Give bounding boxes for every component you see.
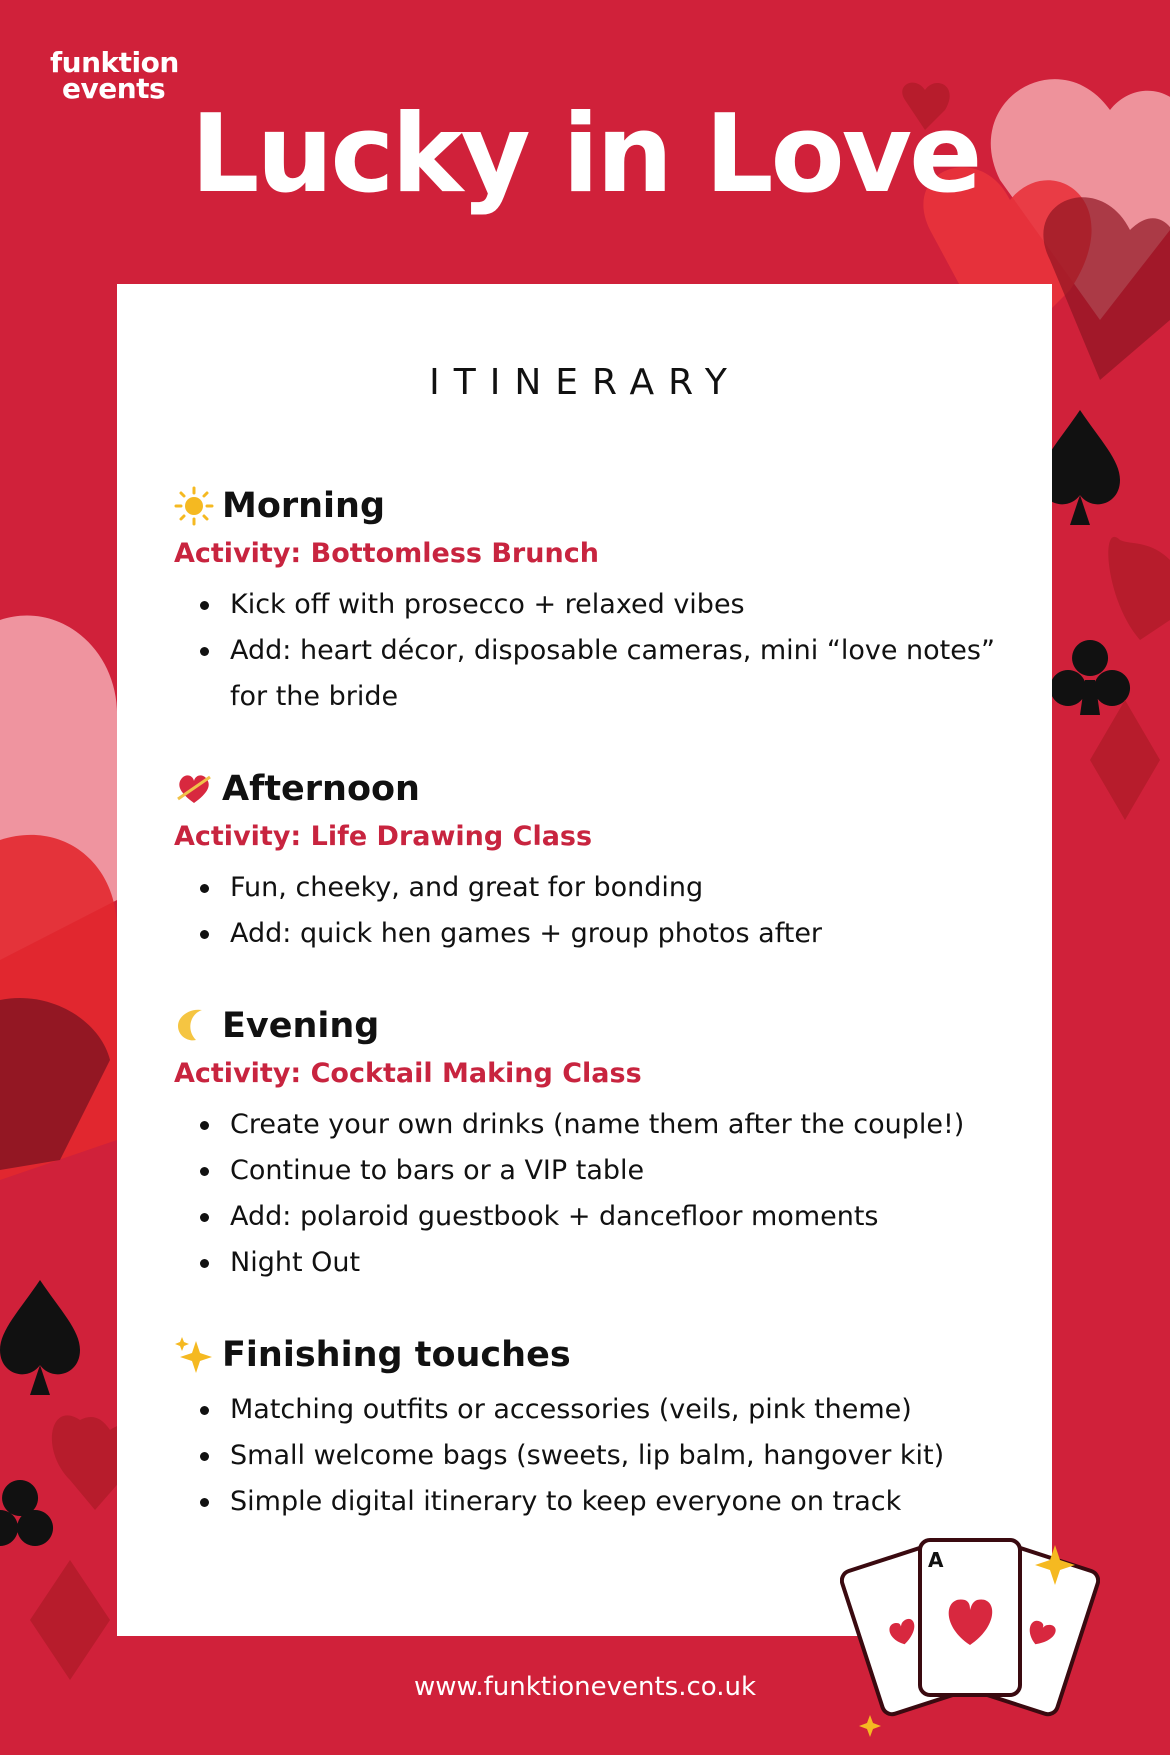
- heart-icon: [1108, 537, 1170, 640]
- list-item: Fun, cheeky, and great for bonding: [200, 865, 1024, 911]
- list-item: Small welcome bags (sweets, lip balm, hangover kit): [200, 1433, 1024, 1479]
- activity-label: Activity: Life Drawing Class: [174, 821, 593, 852]
- list-item: Simple digital itinerary to keep everyone on track: [200, 1479, 1024, 1525]
- watercolor-heart-icon: [1043, 197, 1170, 380]
- club-icon: [0, 1480, 53, 1546]
- list-item: Night Out: [200, 1240, 1024, 1286]
- section-title-text: Morning: [222, 486, 386, 526]
- section-title-text: Afternoon: [222, 769, 420, 809]
- activity-label: Activity: Cocktail Making Class: [174, 1058, 642, 1089]
- section-afternoon: [174, 765, 1024, 957]
- activity-label: Activity: Bottomless Brunch: [174, 538, 599, 569]
- list-item: Kick off with prosecco + relaxed vibes: [200, 582, 1024, 628]
- diamond-icon: [1090, 700, 1160, 820]
- brand-line-2: events: [62, 72, 166, 105]
- list-item: Add: quick hen games + group photos after: [200, 911, 1024, 957]
- spade-icon: [1040, 410, 1120, 525]
- section-title: [174, 765, 1024, 813]
- spade-icon: [0, 1280, 80, 1395]
- section-title: [174, 482, 1024, 530]
- section-title-text: Evening: [222, 1006, 380, 1046]
- list-item: Add: heart décor, disposable cameras, mini “love notes”: [200, 628, 1024, 674]
- section-title: [174, 1331, 1024, 1379]
- sun-icon: [174, 486, 214, 526]
- website-link[interactable]: www.funktionevents.co.uk: [413, 1672, 757, 1702]
- list-item: Matching outfits or accessories (veils, pink theme): [200, 1387, 1024, 1433]
- playing-cards-illustration: [840, 1525, 1100, 1755]
- bullet-list: [174, 1102, 1024, 1286]
- section-morning: [174, 482, 1024, 720]
- list-item: Continue to bars or a VIP table: [200, 1148, 1024, 1194]
- section-evening: [174, 1002, 1024, 1286]
- list-item: Add: polaroid guestbook + dancefloor moments: [200, 1194, 1024, 1240]
- sparkles-icon: [174, 1335, 214, 1375]
- card-heading: ITINERARY: [429, 362, 741, 403]
- diamond-icon: [30, 1560, 110, 1680]
- list-item: Create your own drinks (name them after the couple!): [200, 1102, 1024, 1148]
- section-title: [174, 1002, 1024, 1050]
- crescent-moon-icon: [174, 1006, 214, 1046]
- bullet-list: [174, 582, 1024, 720]
- sparkle-icon: [859, 1715, 881, 1737]
- card-rank-label: A: [928, 1548, 944, 1572]
- brand-line-1: funktion: [50, 46, 179, 79]
- bullet-list: [174, 1387, 1024, 1525]
- section-title-text: Finishing touches: [222, 1335, 571, 1375]
- heart-arrow-icon: [174, 769, 214, 809]
- bullet-list: [174, 865, 1024, 957]
- list-item-continuation: for the bride: [230, 681, 399, 712]
- club-icon: [1050, 640, 1130, 715]
- section-finishing-touches: [174, 1331, 1024, 1525]
- page-title: Lucky in Love: [190, 92, 980, 217]
